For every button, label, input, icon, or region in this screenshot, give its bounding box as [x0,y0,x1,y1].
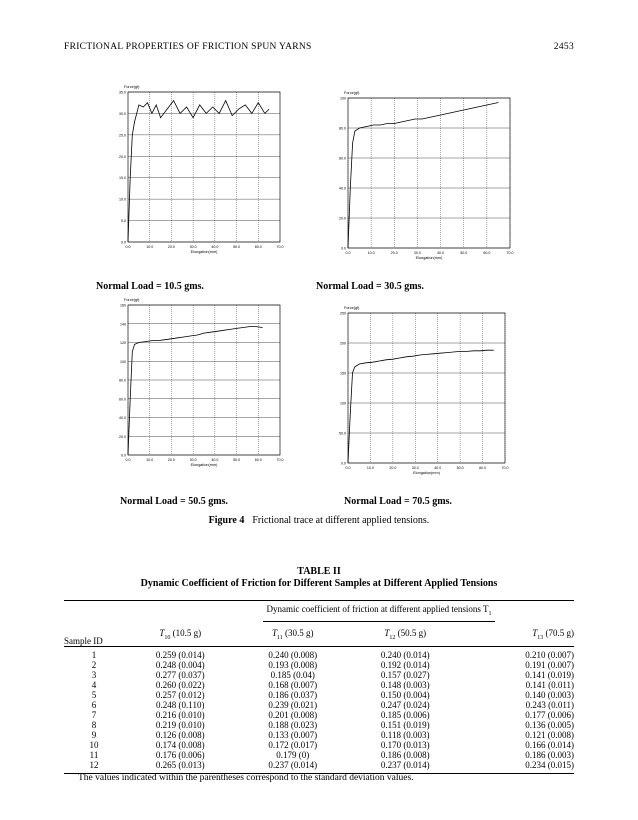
friction-value-cell: 0.141 (0.011) [525,679,574,690]
friction-value-cell: 0.186 (0.037) [268,689,318,700]
friction-value-cell: 0.239 (0.021) [268,699,318,710]
y-tick-label: 50.0 [339,431,346,436]
friction-value-cell: 0.179 (0) [276,749,310,760]
force-elongation-chart [110,295,300,485]
plot-frame [348,98,510,248]
sample-id-cell: 9 [91,729,97,740]
friction-value-cell: 0.201 (0.008) [268,709,318,720]
y-axis-label: Force(gf) [124,85,140,89]
y-tick-label: 120 [120,341,126,345]
table-row [64,646,574,660]
friction-value-cell: 0.148 (0.003) [380,679,430,690]
friction-value-cell: 0.237 (0.014) [268,759,318,770]
friction-value-cell: 0.157 (0.027) [380,669,430,680]
y-tick-label: 60.0 [119,397,126,402]
x-axis-label: Elongation(mm) [190,250,218,254]
sample-id-cell: 6 [91,699,97,710]
y-tick-label: 20.0 [339,216,346,221]
friction-value-cell: 0.186 (0.008) [380,749,430,760]
y-tick-label: 0.0 [341,461,346,466]
y-tick-label: 30.0 [119,111,126,116]
y-tick-label: 140 [120,322,126,327]
friction-value-cell: 0.121 (0.008) [525,729,574,740]
sample-id-cell: 5 [91,689,97,700]
y-tick-label: 35.0 [119,90,126,95]
friction-value-cell: 0.257 (0.012) [155,689,205,700]
friction-value-cell: 0.210 (0.007) [525,649,574,660]
friction-value-cell: 0.237 (0.014) [380,759,430,770]
y-tick-label: 0.0 [341,246,346,251]
table-row [64,690,574,700]
y-axis-label: Force(gf) [344,306,360,310]
x-axis-label: Elongation(mm) [415,256,443,260]
y-tick-label: 80.0 [119,378,126,383]
friction-value-cell: 0.248 (0.004) [155,659,205,670]
friction-value-cell: 0.188 (0.023) [268,719,318,730]
x-tick-label: 40.0 [434,466,442,470]
y-axis-label: Force(gf) [124,298,140,302]
x-tick-label: 70.0 [506,251,514,255]
x-tick-label: 30.0 [411,466,419,470]
figure-caption-text: Frictional trace at different applied tensions. [252,515,430,526]
x-tick-label: 50.0 [233,458,241,462]
y-tick-label: 150 [340,371,346,376]
friction-value-cell: 0.150 (0.004) [380,689,430,700]
chart-panel-10-5 [110,82,300,272]
friction-trace-line [348,103,498,249]
plot-frame [348,313,505,463]
friction-value-cell: 0.172 (0.017) [268,739,318,750]
y-tick-label: 10.0 [119,197,126,202]
x-tick-label: 30.0 [189,458,197,462]
friction-value-cell: 0.170 (0.013) [380,739,430,750]
force-elongation-chart [110,82,300,272]
running-title: FRICTIONAL PROPERTIES OF FRICTION SPUN YARNS [64,42,312,52]
x-tick-label: 60.0 [479,466,487,470]
x-tick-label: 20.0 [390,251,398,255]
y-tick-label: 250 [340,311,346,316]
x-tick-label: 10.0 [146,458,154,462]
friction-value-cell: 0.168 (0.007) [268,679,318,690]
friction-value-cell: 0.141 (0.019) [525,669,574,680]
x-tick-label: 0.0 [345,466,351,470]
load-caption-30-5: Normal Load = 30.5 gms. [316,281,424,292]
friction-value-cell: 0.186 (0.003) [525,749,574,760]
friction-value-cell: 0.248 (0.110) [156,699,205,710]
chart-panel-30-5 [330,88,530,278]
x-tick-label: 40.0 [437,251,445,255]
y-tick-label: 80.0 [339,126,346,131]
column-header-t10: $T_{10}$ (10.5 g) [159,627,202,641]
chart-panel-50-5 [110,295,300,485]
x-tick-label: 50.0 [233,245,241,249]
force-elongation-chart [330,303,525,493]
table-note: The values indicated within the parentheses correspond to the standard deviation values. [78,773,414,783]
x-tick-label: 20.0 [167,245,175,249]
friction-value-cell: 0.126 (0.008) [155,729,205,740]
y-tick-label: 40.0 [339,186,346,191]
x-tick-label: 70.0 [276,458,284,462]
x-tick-label: 50.0 [460,251,468,255]
y-tick-label: 60.0 [339,156,346,161]
sample-id-cell: 8 [91,719,97,730]
x-axis-label: Elongation(mm) [190,463,218,467]
friction-value-cell: 0.234 (0.015) [525,759,574,770]
y-tick-label: 15.0 [119,176,126,181]
x-tick-label: 10.0 [366,466,374,470]
friction-value-cell: 0.118 (0.003) [381,729,430,740]
sample-id-cell: 7 [91,709,97,720]
page-number: 2453 [553,42,574,52]
friction-value-cell: 0.192 (0.014) [380,659,430,670]
table-row [64,710,574,720]
y-tick-label: 200 [340,341,346,346]
table-row [64,720,574,730]
friction-value-cell: 0.277 (0.037) [155,669,205,680]
friction-value-cell: 0.151 (0.019) [380,719,430,730]
friction-value-cell: 0.176 (0.006) [155,749,205,760]
friction-value-cell: 0.185 (0.04) [270,669,315,680]
x-tick-label: 10.0 [146,245,154,249]
x-tick-label: 10.0 [367,251,375,255]
friction-value-cell: 0.140 (0.003) [525,689,574,700]
sample-id-cell: 2 [91,659,97,670]
y-tick-label: 20.0 [119,154,126,159]
friction-value-cell: 0.243 (0.011) [525,699,574,710]
x-tick-label: 70.0 [501,466,509,470]
sample-id-header: Sample ID [64,635,103,646]
column-header-t13: $T_{13}$ (70.5 g) [532,627,574,641]
y-tick-label: 40.0 [119,416,126,420]
friction-value-cell: 0.240 (0.008) [268,649,318,660]
chart-panel-70-5 [330,303,525,493]
x-tick-label: 0.0 [125,245,131,249]
friction-value-cell: 0.240 (0.014) [380,649,430,660]
friction-value-cell: 0.136 (0.005) [525,719,574,730]
x-tick-label: 40.0 [211,245,219,249]
x-tick-label: 20.0 [167,458,175,462]
friction-value-cell: 0.219 (0.010) [155,719,205,730]
y-tick-label: 100 [340,96,346,101]
friction-value-cell: 0.216 (0.010) [155,709,205,720]
x-tick-label: 20.0 [389,466,397,470]
running-header [64,42,574,52]
x-tick-label: 30.0 [189,245,197,249]
x-tick-label: 50.0 [456,466,464,470]
y-tick-label: 160 [120,303,126,308]
sample-id-cell: 12 [89,759,99,770]
table-row [64,670,574,680]
table-row [64,700,574,710]
load-caption-10-5: Normal Load = 10.5 gms. [96,281,204,292]
x-tick-label: 60.0 [254,245,262,249]
sample-id-cell: 4 [91,679,97,690]
plot-frame [128,92,280,242]
x-tick-label: 30.0 [413,251,421,255]
friction-value-cell: 0.193 (0.008) [268,659,318,670]
column-header-t12: $T_{12}$ (50.5 g) [384,627,427,641]
table-label: TABLE II [297,566,341,577]
figure-caption [0,515,638,526]
x-tick-label: 60.0 [483,251,491,255]
x-tick-label: 40.0 [211,458,219,462]
table-row [64,740,574,750]
y-tick-label: 5.0 [121,219,126,224]
table-row [64,660,574,670]
x-tick-label: 70.0 [276,245,284,249]
friction-value-cell: 0.247 (0.024) [380,699,430,710]
friction-value-cell: 0.177 (0.006) [525,709,574,720]
friction-trace-line [128,327,263,455]
figure-label: Figure 4 [208,515,245,526]
friction-value-cell: 0.174 (0.008) [155,739,205,750]
y-tick-label: 0.0 [121,240,126,245]
table-row [64,760,574,774]
y-tick-label: 25.0 [119,133,126,138]
friction-value-cell: 0.166 (0.014) [525,739,574,750]
friction-value-cell: 0.191 (0.007) [525,659,574,670]
table-row [64,680,574,690]
y-tick-label: 100 [340,401,346,406]
load-caption-50-5: Normal Load = 50.5 gms. [120,496,228,507]
sample-id-cell: 11 [89,749,99,760]
friction-trace-line [128,101,269,242]
x-tick-label: 60.0 [254,458,262,462]
sample-id-cell: 1 [91,649,97,660]
y-tick-label: 100 [120,359,126,364]
table-title: Dynamic Coefficient of Friction for Different Samples at Different Applied Tensions [140,578,498,589]
friction-value-cell: 0.185 (0.006) [380,709,430,720]
table-row [64,730,574,740]
friction-trace-line [348,350,494,463]
y-axis-label: Force(gf) [344,91,360,95]
sample-id-cell: 3 [91,669,97,680]
load-caption-70-5: Normal Load = 70.5 gms. [344,496,452,507]
x-tick-label: 0.0 [345,251,351,255]
friction-value-cell: 0.133 (0.007) [268,729,318,740]
force-elongation-chart [330,88,530,278]
sample-id-cell: 10 [89,739,99,750]
y-tick-label: 20.0 [119,434,126,439]
friction-value-cell: 0.259 (0.014) [155,649,205,660]
x-axis-label: Elongation(mm) [413,471,440,475]
table-row [64,750,574,760]
friction-value-cell: 0.265 (0.013) [155,759,205,770]
group-header: Dynamic coefficient of friction at different applied tensions $T_1$ [124,601,574,624]
y-tick-label: 0.0 [121,453,126,458]
x-tick-label: 0.0 [125,458,131,462]
friction-value-cell: 0.260 (0.022) [155,679,205,690]
column-header-t11: $T_{11}$ (30.5 g) [271,627,314,641]
friction-table [64,600,574,774]
